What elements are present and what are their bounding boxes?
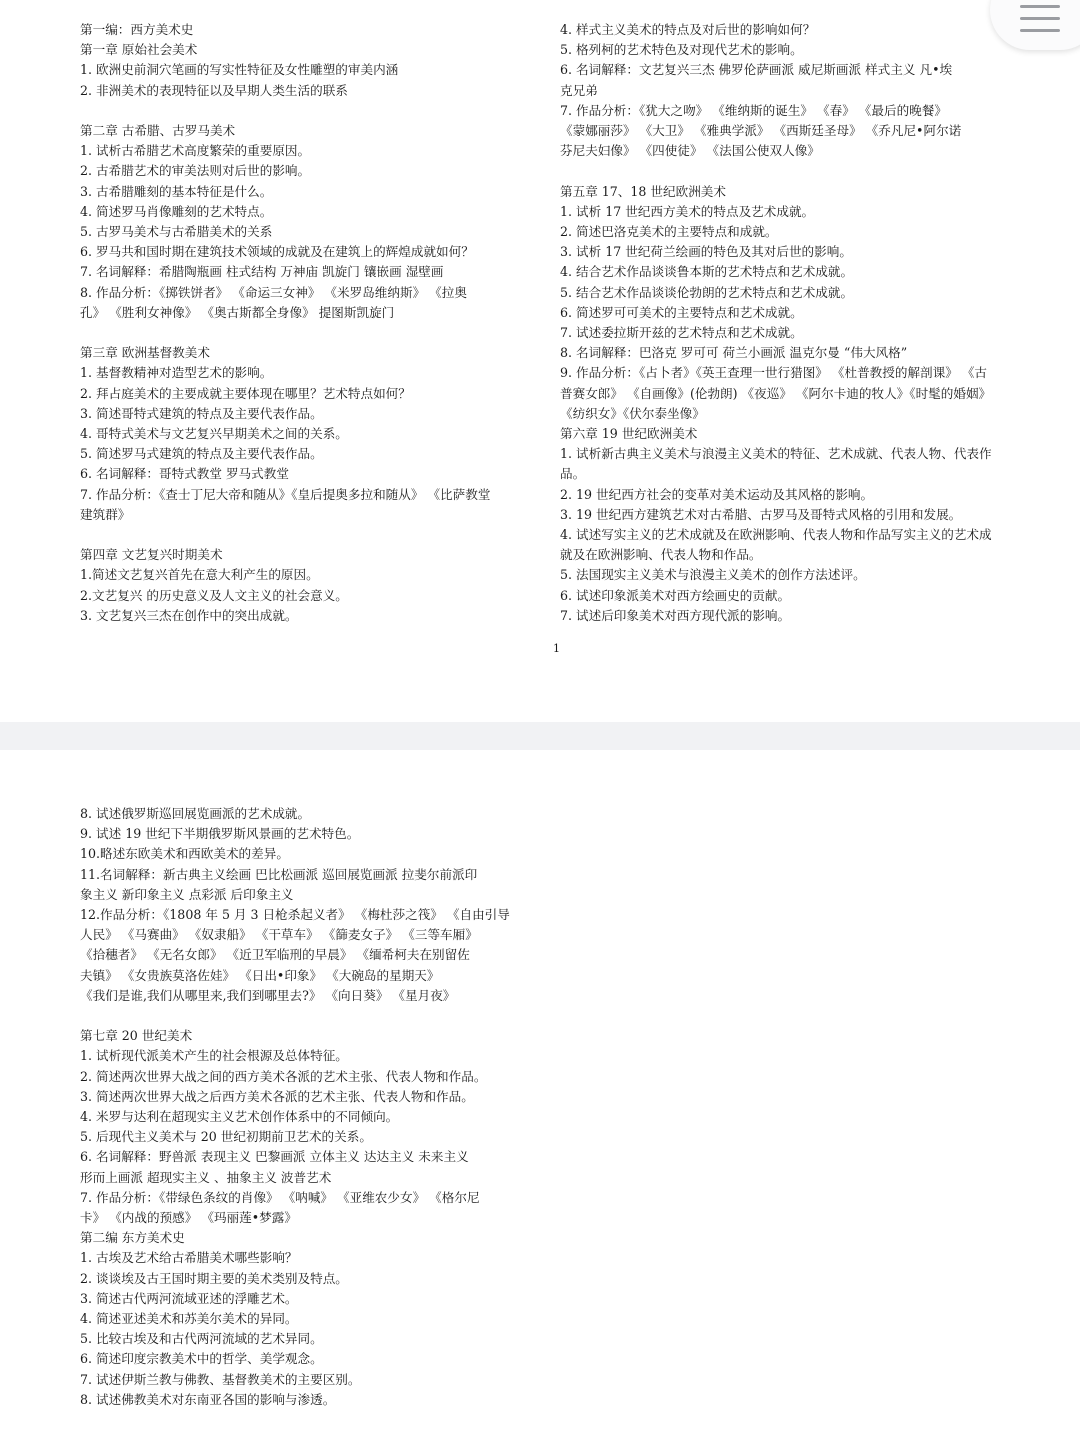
text-line: 《拾穗者》 《无名女郎》 《近卫军临刑的早晨》 《缅希柯夫在别留佐 [80,947,470,963]
text-line: 卡》 《内战的预感》 《玛丽莲•梦露》 [80,1210,297,1226]
text-line: 普赛女郎》 《自画像》(伦勃朗) 《夜巡》 《阿尔卡迪的牧人》《时髦的婚姻》 [560,385,992,401]
text-line: 8. 名词解释：巴洛克 罗可可 荷兰小画派 温克尔曼 “伟大风格” [560,345,908,361]
text-line: 5. 比较古埃及和古代两河流域的艺术异同。 [80,1331,323,1347]
text-line: 《蒙娜丽莎》 《大卫》 《雅典学派》 《西斯廷圣母》 《乔凡尼•阿尔诺 [560,123,962,139]
text-line: 10.略述东欧美术和西欧美术的差异。 [80,846,289,862]
text-line: 2. 19 世纪西方社会的变革对美术运动及其风格的影响。 [560,486,874,502]
page-gap [0,722,1080,750]
text-line: 2. 简述两次世界大战之间的西方美术各派的艺术主张、代表人物和作品。 [80,1068,487,1084]
hamburger-icon-bar [1020,17,1060,20]
text-line: 7. 试述后印象美术对西方现代派的影响。 [560,607,791,623]
text-line: 3. 19 世纪西方建筑艺术对古希腊、古罗马及哥特式风格的引用和发展。 [560,506,962,522]
text-line: 4. 结合艺术作品谈谈鲁本斯的艺术特点和艺术成就。 [560,264,854,280]
text-line: 孔》 《胜利女神像》 《奥古斯都全身像》 提图斯凯旋门 [80,304,395,320]
text-line: 第二章 古希腊、古罗马美术 [80,123,236,138]
text-line: 3. 试析 17 世纪荷兰绘画的特色及其对后世的影响。 [560,244,852,260]
text-line: 1. 试析现代派美术产生的社会根源及总体特征。 [80,1048,348,1064]
text-line: 3. 简述古代两河流域亚述的浮雕艺术。 [80,1290,298,1306]
text-line: 第五章 17、18 世纪欧洲美术 [560,183,726,199]
page1-left-column [80,20,542,626]
text-line: 8. 试述佛教美术对东南亚各国的影响与渗透。 [80,1391,336,1407]
text-line: 7. 名词解释：希腊陶瓶画 柱式结构 万神庙 凯旋门 镶嵌画 湿壁画 [80,264,444,280]
text-line: 3. 简述两次世界大战之后西方美术各派的艺术主张、代表人物和作品。 [80,1088,474,1104]
text-line: 1. 基督教精神对造型艺术的影响。 [80,365,273,381]
text-line [80,323,542,343]
text-line: 第三章 欧洲基督教美术 [80,345,210,361]
text-line: 1. 古埃及艺术给古希腊美术哪些影响？ [80,1250,298,1266]
text-line: 7. 作品分析：《犹大之吻》 《维纳斯的诞生》 《春》 《最后的晚餐》 [560,102,947,118]
text-line: 4. 试述写实主义的艺术成就及在欧洲影响、代表人物和作品写实主义的艺术成 [560,527,992,543]
text-line: 1. 欧洲史前洞穴笔画的写实性特征及女性雕塑的审美内涵 [80,62,399,78]
text-line: 4. 样式主义美术的特点及对后世的影响如何？ [560,22,816,37]
text-line: 6. 名词解释：文艺复兴三杰 佛罗伦萨画派 威尼斯画派 样式主义 凡•埃 [560,62,953,78]
text-line: 第四章 文艺复兴时期美术 [80,547,223,563]
text-line: 3. 简述哥特式建筑的特点及主要代表作品。 [80,405,323,421]
text-line: 5. 格列柯的艺术特色及对现代艺术的影响。 [560,42,803,58]
text-line: 品。 [560,466,586,482]
text-line: 6. 名词解释：哥特式教堂 罗马式教堂 [80,466,289,482]
text-line: 夫镇》 《女贵族莫洛佐娃》 《日出•印象》 《大碗岛的星期天》 [80,967,440,983]
text-line: 第一编：西方美术史 [80,22,194,37]
text-line: 第二编 东方美术史 [80,1230,185,1246]
text-line: 4. 哥特式美术与文艺复兴早期美术之间的关系。 [80,426,348,442]
text-line: 芬尼夫妇像》 《四使徒》 《法国公使双人像》 [560,143,820,159]
page2-column [80,804,542,1410]
hamburger-icon-bar [1020,29,1060,32]
text-line: 人民》 《马赛曲》 《奴隶船》 《干草车》 《篩麦女子》 《三等车厢》 [80,927,478,943]
text-line: 7. 试述伊斯兰教与佛教、基督教美术的主要区别。 [80,1371,361,1387]
text-line: 12.作品分析：《1808 年 5 月 3 日枪杀起义者》 《梅杜莎之筏》 《自由引导 [80,907,510,923]
text-line: 2. 谈谈埃及古王国时期主要的美术类别及特点。 [80,1270,348,1286]
text-line: 6. 试述印象派美术对西方绘画史的贡献。 [560,587,791,603]
text-line: 形而上画派 超现实主义 、抽象主义 波普艺术 [80,1169,332,1185]
hamburger-icon-bar [1020,5,1060,8]
text-line: 4. 米罗与达利在超现实主义艺术创作体系中的不同倾向。 [80,1109,399,1125]
text-line: 就及在欧洲影响、代表人物和作品。 [560,547,762,563]
text-line: 2.文艺复兴 的历史意义及人文主义的社会意义。 [80,587,348,603]
text-line: 11.名词解释：新古典主义绘画 巴比松画派 巡回展览画派 拉斐尔前派印 [80,866,478,882]
text-line: 5. 古罗马美术与古希腊美术的关系 [80,224,273,240]
text-line: 3. 古希腊雕刻的基本特征是什么。 [80,183,273,199]
text-line: 5. 简述罗马式建筑的特点及主要代表作品。 [80,446,323,462]
text-line: 2. 古希腊艺术的审美法则对后世的影响。 [80,163,311,179]
text-line: 2. 非洲美术的表现特征以及早期人类生活的联系 [80,82,348,98]
text-line: 第七章 20 世纪美术 [80,1028,193,1044]
text-line [80,1006,542,1026]
text-line: 9. 试述 19 世纪下半期俄罗斯风景画的艺术特色。 [80,826,360,842]
text-line: 6. 名词解释：野兽派 表现主义 巴黎画派 立体主义 达达主义 未来主义 [80,1149,469,1165]
text-line: 6. 简述印度宗教美术中的哲学、美学观念。 [80,1351,323,1367]
text-line: 《我们是谁,我们从哪里来,我们到哪里去?》 《向日葵》 《星月夜》 [80,987,456,1003]
text-line: 6. 罗马共和国时期在建筑技术领域的成就及在建筑上的辉煌成就如何？ [80,244,474,260]
text-line: 2. 简述巴洛克美术的主要特点和成就。 [560,224,778,240]
text-line: 1. 试析 17 世纪西方美术的特点及艺术成就。 [560,203,815,219]
text-line: 4. 简述罗马肖像雕刻的艺术特点。 [80,203,273,219]
text-line: 8. 作品分析：《掷铁饼者》 《命运三女神》 《米罗岛维纳斯》 《拉奥 [80,284,467,300]
text-line: 《纺织女》《伏尔泰坐像》 [560,405,705,421]
text-line: 5. 法国现实主义美术与浪漫主义美术的创作方法述评。 [560,567,866,583]
text-line: 建筑群》 [80,506,131,522]
text-line: 5. 结合艺术作品谈谈伦勃朗的艺术特点和艺术成就。 [560,284,854,300]
text-line: 1. 试析新古典主义美术与浪漫主义美术的特征、艺术成就、代表人物、代表作 [560,446,992,462]
text-line: 6. 简述罗可可美术的主要特点和艺术成就。 [560,304,803,320]
document-page-1 [0,0,1080,722]
text-line: 5. 后现代主义美术与 20 世纪初期前卫艺术的关系。 [80,1129,372,1145]
page1-right-column [560,20,1046,626]
text-line: 4. 简述亚述美术和苏美尔美术的异同。 [80,1311,298,1327]
text-line [80,525,542,545]
text-line [80,101,542,121]
text-line: 第一章 原始社会美术 [80,42,198,58]
text-line: 第六章 19 世纪欧洲美术 [560,426,698,442]
text-line: 2. 拜占庭美术的主要成就主要体现在哪里？艺术特点如何？ [80,385,411,401]
text-line: 3. 文艺复兴三杰在创作中的突出成就。 [80,607,298,623]
text-line: 1. 试析古希腊艺术高度繁荣的重要原因。 [80,143,311,159]
text-line: 8. 试述俄罗斯巡回展览画派的艺术成就。 [80,806,311,821]
text-line: 9. 作品分析：《占卜者》《英王查理一世行猎图》 《杜普教授的解剖课》 《古 [560,365,988,381]
text-line: 象主义 新印象主义 点彩派 后印象主义 [80,886,294,902]
page-number: 1 [553,642,560,655]
text-line [560,161,1046,181]
text-line: 7. 试述委拉斯开兹的艺术特点和艺术成就。 [560,325,803,341]
text-line: 克兄弟 [560,82,598,98]
text-line: 7. 作品分析：《带绿色条纹的肖像》 《呐喊》 《亚维农少女》 《格尔尼 [80,1189,480,1205]
text-line: 1.简述文艺复兴首先在意大利产生的原因。 [80,567,319,583]
text-line: 7. 作品分析：《查士丁尼大帝和随从》《皇后提奥多拉和随从》 《比萨教堂 [80,486,491,502]
